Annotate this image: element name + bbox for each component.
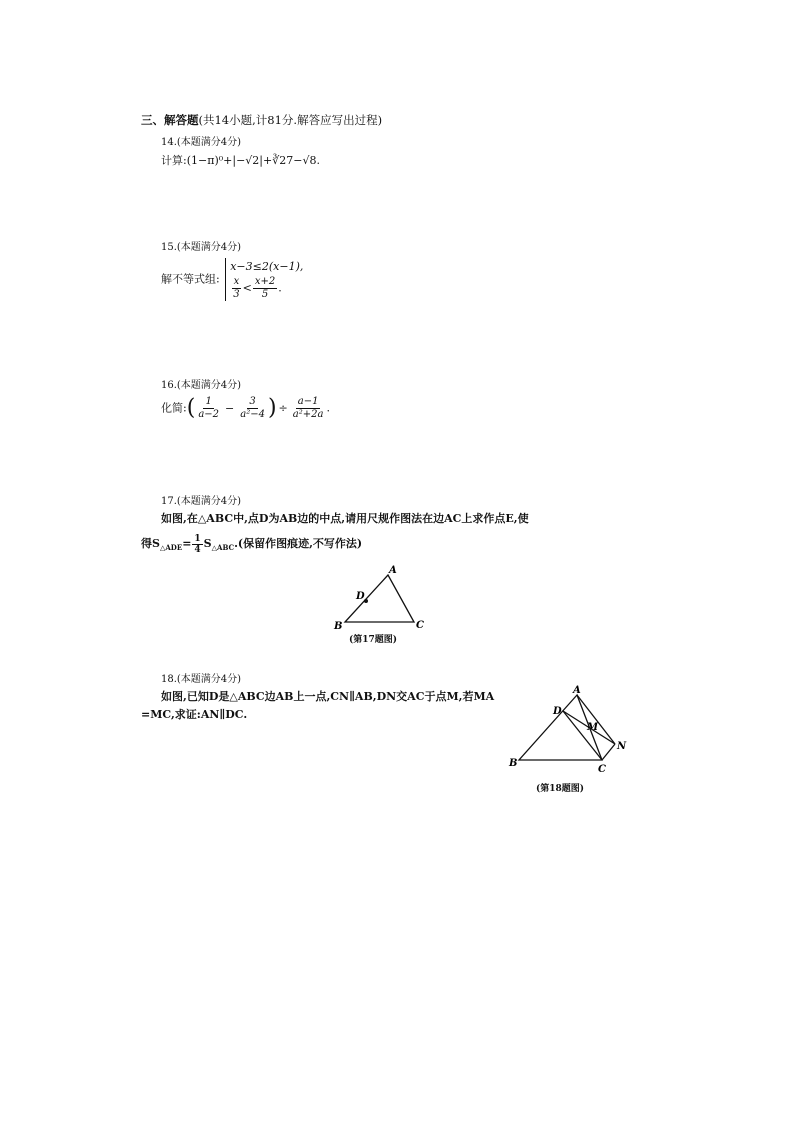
- q15-frac1-num: x: [233, 276, 240, 287]
- q17-line2-post: .(保留作图痕迹,不写作法): [234, 537, 363, 550]
- q16-frac2-num: 3: [249, 396, 256, 407]
- q17-sub2: △ABC: [211, 543, 235, 553]
- q15-frac1-den: 3: [233, 289, 240, 300]
- q15-label: 解不等式组:: [161, 272, 220, 286]
- q17-frac-num: 1: [194, 533, 201, 544]
- q17-label-d: D: [356, 591, 365, 602]
- q16-frac3-den: a²+2a: [292, 409, 324, 420]
- q16-frac2: [238, 396, 267, 421]
- q18-segment-cn: [602, 744, 615, 760]
- q18-caption: (第18题图): [536, 784, 585, 794]
- q16-header: 16.(本题满分4分): [161, 380, 242, 391]
- q15-inequality-system: [225, 258, 303, 301]
- q17-line2-pre: 得S: [141, 537, 160, 550]
- q16-frac1: [196, 396, 221, 421]
- q16-minus: −: [225, 401, 235, 415]
- q17-frac: [192, 534, 202, 555]
- section-title: [141, 112, 382, 128]
- q15-lt: <: [242, 281, 252, 295]
- q17-line2: [141, 533, 362, 559]
- q14-label: 计算:: [161, 154, 187, 167]
- q16-div: ÷: [278, 401, 288, 415]
- q15-frac2-num: x+2: [254, 276, 276, 287]
- q16-frac1-den: a−2: [198, 409, 220, 420]
- q17-header: 17.(本题满分4分): [161, 496, 242, 507]
- q18-header: 18.(本题满分4分): [161, 674, 242, 685]
- q16-label: 化简:: [161, 401, 187, 415]
- q16-left-paren: (: [186, 395, 196, 421]
- q17-triangle-figure: [330, 560, 430, 635]
- q16-frac1-num: 1: [205, 396, 212, 407]
- q18-label-c: C: [598, 764, 606, 775]
- q18-geometry-figure: [505, 683, 630, 778]
- q16-frac3: [291, 396, 326, 421]
- q16-right-paren: ): [267, 395, 277, 421]
- q14-body: [161, 150, 320, 172]
- q18-label-d: D: [553, 706, 562, 717]
- q18-segment-dc: [563, 711, 602, 760]
- q18-label-m: M: [587, 722, 599, 733]
- q17-label-a: A: [389, 565, 397, 576]
- q15-line1: x−3≤2(x−1),: [230, 260, 304, 273]
- q17-caption: (第17题图): [349, 635, 398, 645]
- q17-line1: 如图,在△ABC中,点D为AB边的中点,请用尺规作图法在边AC上求作点E,使: [161, 512, 529, 525]
- q17-label-c: C: [416, 620, 424, 631]
- q18-line2: =MC,求证:AN∥DC.: [141, 708, 248, 721]
- q18-label-a: A: [573, 685, 581, 696]
- section-heading: 三、解答题: [141, 113, 199, 127]
- q15-header: 15.(本题满分4分): [161, 242, 242, 253]
- q16-end: .: [326, 401, 330, 415]
- q15-body: [161, 258, 303, 301]
- q18-label-b: B: [509, 758, 518, 769]
- q17-eq: =: [182, 537, 192, 550]
- q16-frac2-den: a²−4: [240, 409, 265, 420]
- section-note: (共14小题,计81分.解答应写出过程): [198, 113, 383, 127]
- q18-line1: 如图,已知D是△ABC边AB上一点,CN∥AB,DN交AC于点M,若MA: [161, 690, 495, 703]
- q15-frac2: [253, 276, 277, 301]
- q17-frac-den: 4: [194, 544, 201, 555]
- q14-expression: (1−π)⁰+|−√2|+∛27−√8.: [186, 154, 320, 167]
- q15-line2: [230, 276, 303, 301]
- q17-label-b: B: [334, 621, 343, 632]
- q15-frac1: [231, 276, 241, 301]
- q15-frac2-den: 5: [261, 289, 269, 300]
- q16-body: [161, 396, 330, 421]
- q17-s2: S: [203, 537, 212, 550]
- q15-end: .: [278, 281, 282, 295]
- q18-label-n: N: [617, 741, 627, 752]
- q14-header: 14.(本题满分4分): [161, 137, 242, 148]
- q17-sub1: △ADE: [159, 543, 183, 553]
- q16-frac3-num: a−1: [297, 396, 319, 407]
